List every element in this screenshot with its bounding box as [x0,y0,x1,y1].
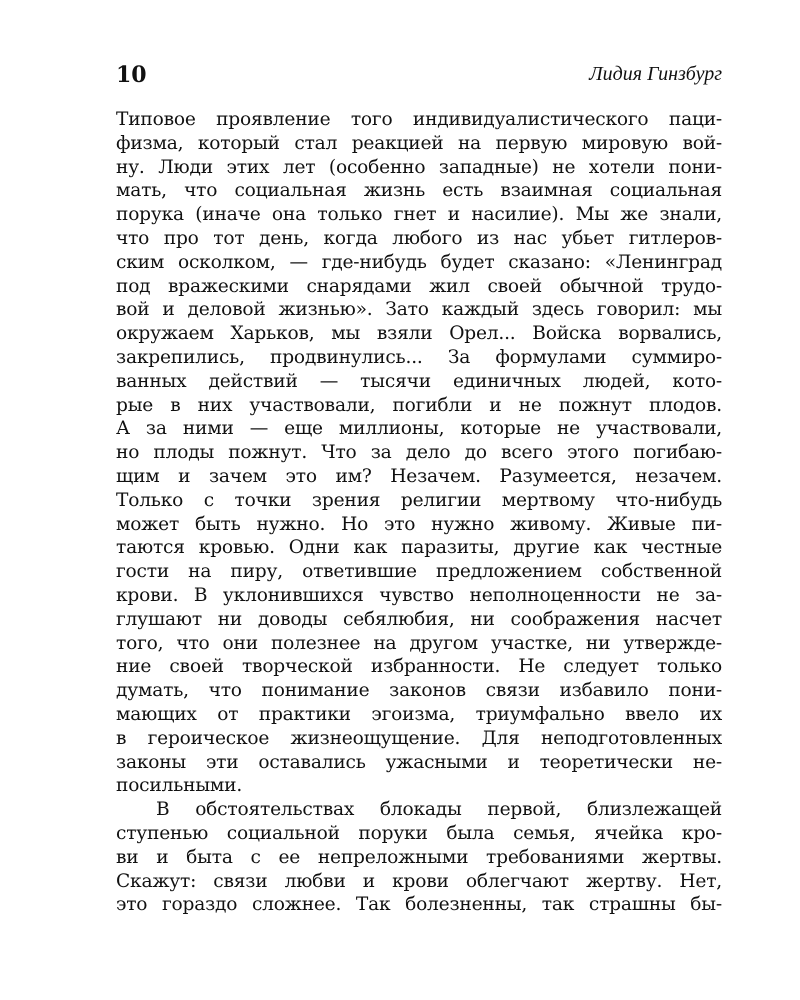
text-line: А за ними — еще миллионы, которые не участвовали, [116,418,722,440]
page-number: 10 [116,62,147,88]
text-line: ну. Люди этих лет (особенно западные) не хотели пони- [116,156,722,178]
text-line: думать, что понимание законов связи избавило пони- [116,680,722,702]
text-line: закрепились, продвинулись... За формулами суммиро- [116,346,722,368]
text-line: что про тот день, когда любого из нас убьет гитлеров- [116,227,722,249]
text-line: в героическое жизнеощущение. Для неподготовленных [116,727,722,749]
text-line: мать, что социальная жизнь есть взаимная социальная [116,180,722,202]
text-line: ским осколком, — где-нибудь будет сказано: «Ленинград [116,251,722,273]
text-line: ванных действий — тысячи единичных людей, кото- [116,370,722,392]
text-line: но плоды пожнут. Что за дело до всего этого погибаю- [116,442,722,464]
body-text [116,108,722,917]
text-line: глушают ни доводы себялюбия, ни соображения насчет [116,608,722,630]
text-line: того, что они полезнее на другом участке, ни утвержде- [116,632,722,654]
text-line: физма, который стал реакцией на первую мировую вой- [116,132,722,154]
text-line: гости на пиру, ответившие предложением собственной [116,561,722,583]
text-line: под вражескими снарядами жил своей обычной трудо- [116,275,722,297]
text-line: вой и деловой жизнью». Зато каждый здесь говорил: мы [116,299,722,321]
text-line: ви и быта с ее непреложными требованиями жертвы. [116,846,722,868]
text-line: порука (иначе она только гнет и насилие). Мы же знали, [116,204,722,226]
running-header [116,62,722,92]
text-line: рые в них участвовали, погибли и не пожнут плодов. [116,394,722,416]
text-line: мающих от практики эгоизма, триумфально ввело их [116,703,722,725]
text-line: таются кровью. Одни как паразиты, другие как честные [116,537,722,559]
running-title: Лидия Гинзбург [589,63,722,85]
text-line-paragraph-end: посильными. [116,775,243,797]
book-page [116,62,722,917]
text-line: может быть нужно. Но это нужно живому. Живые пи- [116,513,722,535]
text-line: щим и зачем это им? Незачем. Разумеется, незачем. [116,465,722,487]
text-line: это гораздо сложнее. Так болезненны, так страшны бы- [116,894,722,916]
text-line: Скажут: связи любви и крови облегчают жертву. Нет, [116,870,722,892]
text-line: крови. В уклонившихся чувство неполноценности не за- [116,584,722,606]
text-line: Типовое проявление того индивидуалистического паци- [116,109,722,130]
text-line: окружаем Харьков, мы взяли Орел... Войска ворвались, [116,323,722,345]
text-line: ступенью социальной поруки была семья, ячейка кро- [116,822,722,844]
text-line: законы эти оставались ужасными и теоретически не- [116,751,722,773]
text-line: Только с точки зрения религии мертвому что-нибудь [116,489,722,511]
text-line: ние своей творческой избранности. Не следует только [116,656,722,678]
text-line-paragraph-start: В обстоятельствах блокады первой, близлежащей [156,799,722,821]
